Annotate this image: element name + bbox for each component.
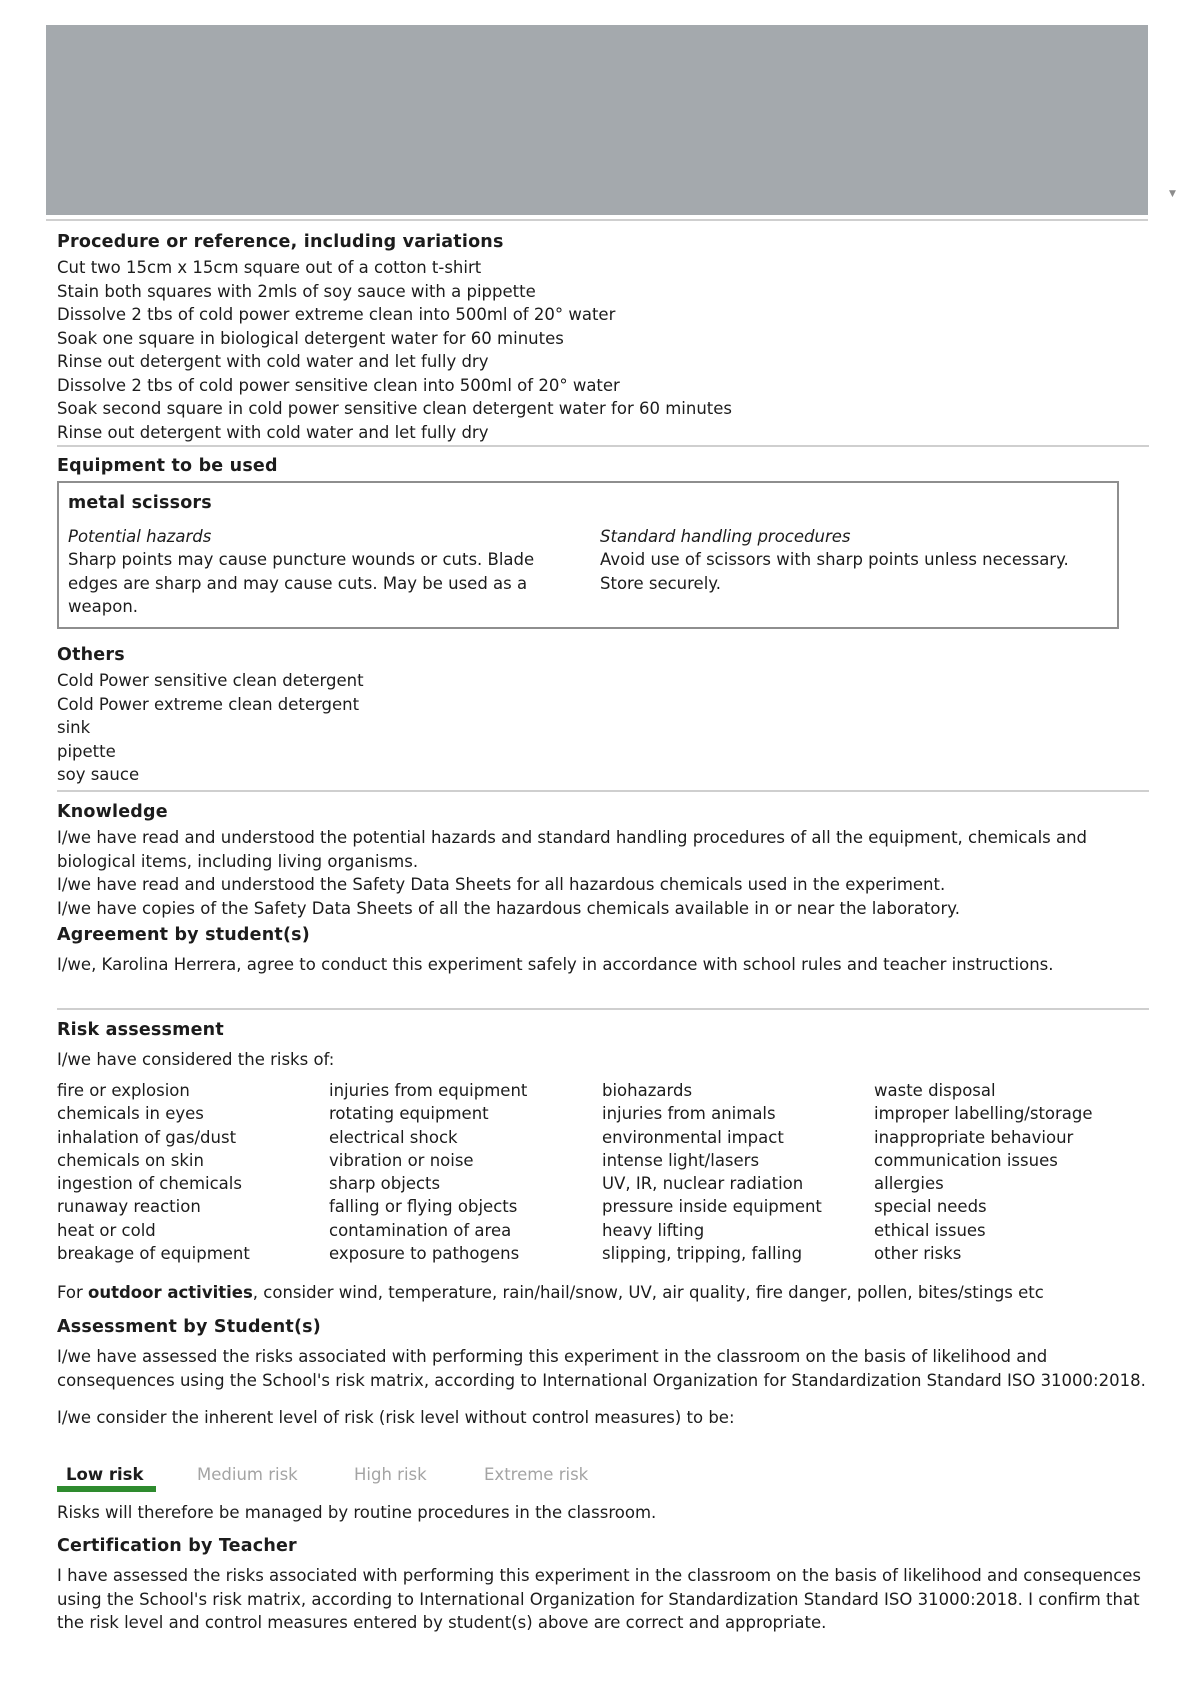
procedure-step: Cut two 15cm x 15cm square out of a cotton t-shirt [57,258,482,277]
knowledge-line: I/we have copies of the Safety Data Sheets of all the hazardous chemicals available in or near the laboratory. [57,898,960,918]
others-item: Cold Power sensitive clean detergent [57,671,364,690]
others-section [57,645,1149,787]
risk-item: injuries from equipment [329,1081,528,1100]
risk-item: intense light/lasers [602,1150,760,1170]
knowledge-line: I/we have read and understood the Safety Data Sheets for all hazardous chemicals used in the experiment. [57,875,946,894]
risk-item: biohazards [602,1081,693,1100]
risk-item: slipping, tripping, falling [602,1244,803,1264]
handling-label: Standard handling procedures [600,527,851,546]
risk-item: falling or flying objects [329,1197,518,1217]
others-item: soy sauce [57,765,140,784]
risk-item: injuries from animals [602,1104,776,1124]
outdoor-prefix: For [57,1283,89,1302]
risk-item: contamination of area [329,1220,512,1240]
certification-heading: Certification by Teacher [57,1536,297,1556]
assessment-section [57,1317,1149,1430]
risk-item: ethical issues [874,1220,986,1240]
outdoor-suffix: , consider wind, temperature, rain/hail/snow, UV, air quality, fire danger, pollen, bites/stings etc [252,1283,1044,1302]
agreement-heading: Agreement by student(s) [57,925,310,945]
risk-item: chemicals in eyes [57,1104,204,1124]
procedure-step: Dissolve 2 tbs of cold power sensitive clean into 500ml of 20° water [57,375,620,395]
risk-item: exposure to pathogens [329,1244,520,1264]
agreement-section [57,925,1149,977]
risk-item: runaway reaction [57,1197,201,1217]
knowledge-line: I/we have read and understood the potential hazards and standard handling procedures of all the equipment, chemicals and biological items, including living organisms. [57,828,1088,871]
others-item: Cold Power extreme clean detergent [57,694,360,714]
agreement-text: I/we, Karolina Herrera, agree to conduct this experiment safely in accordance with school rules and teacher instructions. [57,955,1054,974]
procedure-heading: Procedure or reference, including variations [57,232,504,252]
risk-item: sharp objects [329,1174,441,1194]
procedure-step: Dissolve 2 tbs of cold power extreme clean into 500ml of 20° water [57,305,616,324]
others-heading: Others [57,645,125,665]
selected-level-indicator [57,1486,156,1492]
risk-level-high[interactable]: High risk [354,1465,427,1484]
equipment-card [57,481,1119,629]
hazards-label: Potential hazards [68,527,212,546]
divider [57,445,1149,447]
handling-text: Avoid use of scissors with sharp points unless necessary. Store securely. [600,550,1069,593]
risk-item: UV, IR, nuclear radiation [602,1174,804,1194]
knowledge-section [57,802,1149,920]
others-item: pipette [57,741,116,761]
risk-level-medium[interactable]: Medium risk [197,1465,298,1484]
inherent-risk-text: I/we consider the inherent level of risk (risk level without control measures) to be: [57,1408,735,1427]
risk-item: waste disposal [874,1081,996,1100]
risk-item: rotating equipment [329,1104,489,1124]
risk-item: fire or explosion [57,1081,190,1100]
risk-item: heat or cold [57,1220,156,1240]
assessment-text: I/we have assessed the risks associated with performing this experiment in the classroom on the basis of likelihood and consequences using the School's risk matrix, according to International Organization for Standardization Standard ISO 31000:2018. [57,1347,1146,1390]
risk-heading: Risk assessment [57,1020,224,1040]
procedure-step: Stain both squares with 2mls of soy sauce with a pippette [57,281,536,301]
procedure-step: Rinse out detergent with cold water and let fully dry [57,352,489,371]
hazards-column [68,525,578,619]
assessment-heading: Assessment by Student(s) [57,1317,321,1337]
procedure-step: Rinse out detergent with cold water and let fully dry [57,422,489,442]
risk-section [57,1020,1149,1072]
risk-intro: I/we have considered the risks of: [57,1050,335,1069]
procedure-step: Soak second square in cold power sensitive clean detergent water for 60 minutes [57,399,733,418]
divider [57,1008,1149,1010]
outdoor-note [57,1281,1149,1305]
certification-text: I have assessed the risks associated with performing this experiment in the classroom on the basis of likelihood and consequences using the School's risk matrix, according to International Organization for Standardization Standard ISO 31000:2018. I confirm that the risk level and control measures entered by student(s) above are correct and appropriate. [57,1566,1142,1632]
risk-grid [57,1079,1149,1265]
risk-item: electrical shock [329,1127,458,1147]
risk-item: communication issues [874,1150,1058,1170]
risk-item: environmental impact [602,1127,784,1147]
risk-item: ingestion of chemicals [57,1174,242,1194]
risk-item: inhalation of gas/dust [57,1127,237,1147]
risk-item: pressure inside equipment [602,1197,822,1217]
conclusion-text: Risks will therefore be managed by routine procedures in the classroom. [57,1503,657,1522]
risk-level-extreme[interactable]: Extreme risk [484,1465,589,1484]
assessment-conclusion [57,1501,1149,1525]
hazards-text: Sharp points may cause puncture wounds or cuts. Blade edges are sharp and may cause cuts. May be used as a weapon. [68,550,535,616]
equipment-heading: Equipment to be used [57,456,278,476]
risk-item: allergies [874,1174,944,1194]
risk-item: heavy lifting [602,1220,705,1240]
knowledge-heading: Knowledge [57,802,168,822]
risk-item: special needs [874,1197,987,1217]
others-item: sink [57,718,91,737]
risk-item: breakage of equipment [57,1244,250,1264]
header-banner [46,25,1148,215]
procedure-section [57,232,1149,444]
procedure-step: Soak one square in biological detergent water for 60 minutes [57,328,564,348]
outdoor-bold: outdoor activities [88,1283,253,1302]
equipment-name: metal scissors [68,493,212,513]
divider [46,219,1148,221]
divider [57,790,1149,792]
risk-item: other risks [874,1244,962,1264]
risk-item: improper labelling/storage [874,1104,1093,1124]
handling-column [600,525,1112,595]
scroll-down-icon[interactable]: ▼ [1169,189,1176,199]
equipment-section [57,456,1149,480]
risk-item: vibration or noise [329,1150,474,1170]
certification-section [57,1536,1149,1635]
risk-item: chemicals on skin [57,1150,204,1170]
risk-level-low[interactable]: Low risk [66,1465,144,1484]
risk-item: inappropriate behaviour [874,1127,1074,1147]
